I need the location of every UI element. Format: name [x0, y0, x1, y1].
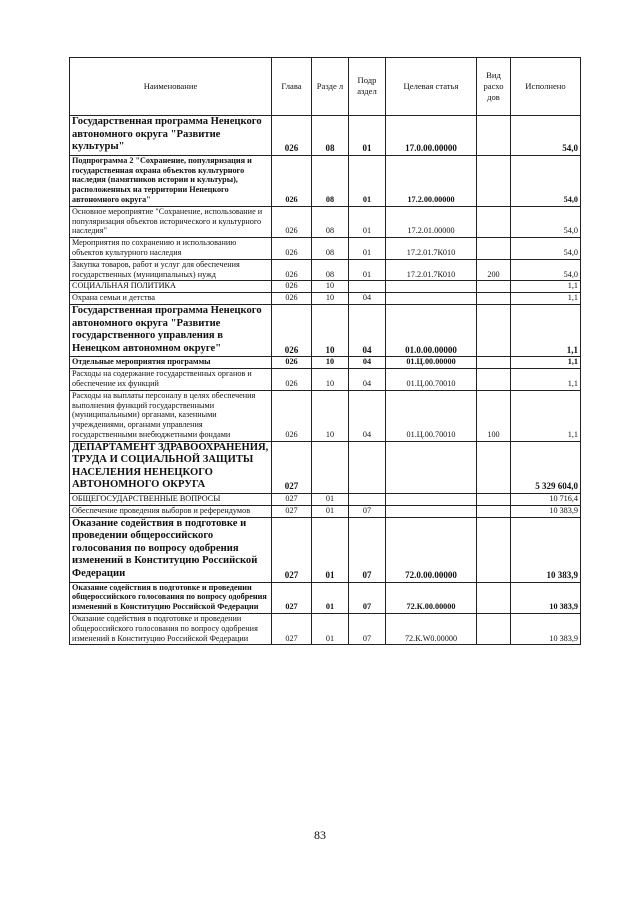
row-name: Закупка товаров, работ и услуг для обеспечения государственных (муниципальных) нужд [70, 259, 272, 281]
row-name: Охрана семьи и детства [70, 293, 272, 305]
row-razdel: 01 [312, 494, 349, 506]
row-celevaya-statya [386, 441, 477, 493]
row-ispolneno: 10 383,9 [511, 517, 581, 582]
row-vid-rashodov [477, 116, 511, 156]
row-vid-rashodov [477, 281, 511, 293]
row-razdel: 10 [312, 369, 349, 391]
table-row [70, 206, 581, 237]
row-celevaya-statya [386, 505, 477, 517]
row-vid-rashodov [477, 155, 511, 206]
expenditure-table [69, 57, 581, 645]
row-razdel: 08 [312, 116, 349, 156]
row-razdel [312, 441, 349, 493]
header-podrazdel: Подр аздел [349, 58, 386, 116]
table-row [70, 505, 581, 517]
table-row [70, 390, 581, 441]
row-vid-rashodov [477, 614, 511, 645]
row-name: Государственная программа Ненецкого автономного округа "Развитие культуры" [70, 116, 272, 156]
row-ispolneno: 1,1 [511, 369, 581, 391]
table-body [70, 116, 581, 645]
row-vid-rashodov [477, 517, 511, 582]
row-vid-rashodov [477, 357, 511, 369]
table-header-row [70, 58, 581, 116]
row-podrazdel: 01 [349, 206, 386, 237]
table-row [70, 304, 581, 356]
row-podrazdel: 04 [349, 293, 386, 305]
row-name: Оказание содействия в подготовке и проведении общероссийского голосования по вопросу одобрения изменений в Конституцию Российской Федерации [70, 614, 272, 645]
row-glava: 026 [272, 369, 312, 391]
row-ispolneno: 10 383,9 [511, 614, 581, 645]
row-ispolneno: 54,0 [511, 155, 581, 206]
row-podrazdel: 07 [349, 517, 386, 582]
row-celevaya-statya: 17.0.00.00000 [386, 116, 477, 156]
row-name: СОЦИАЛЬНАЯ ПОЛИТИКА [70, 281, 272, 293]
row-ispolneno: 10 716,4 [511, 494, 581, 506]
row-glava: 026 [272, 116, 312, 156]
row-glava: 026 [272, 155, 312, 206]
row-ispolneno: 54,0 [511, 206, 581, 237]
table-row [70, 238, 581, 260]
row-name: Расходы на содержание государственных органов и обеспечение их функций [70, 369, 272, 391]
row-glava: 026 [272, 206, 312, 237]
table-row [70, 369, 581, 391]
row-vid-rashodov [477, 494, 511, 506]
row-razdel: 10 [312, 304, 349, 356]
row-ispolneno: 1,1 [511, 293, 581, 305]
row-celevaya-statya: 01.Ц.00.00000 [386, 357, 477, 369]
row-ispolneno: 54,0 [511, 259, 581, 281]
row-ispolneno: 1,1 [511, 281, 581, 293]
row-glava: 026 [272, 259, 312, 281]
table-row [70, 293, 581, 305]
row-podrazdel: 07 [349, 582, 386, 613]
row-glava: 026 [272, 281, 312, 293]
row-vid-rashodov [477, 206, 511, 237]
row-name: Государственная программа Ненецкого автономного округа "Развитие государственного управления в Ненецком автономном округе" [70, 304, 272, 356]
row-celevaya-statya: 17.2.01.7К010 [386, 259, 477, 281]
row-celevaya-statya: 72.0.00.00000 [386, 517, 477, 582]
row-podrazdel: 07 [349, 505, 386, 517]
row-celevaya-statya: 01.Ц.00.70010 [386, 369, 477, 391]
header-ispolneno: Исполнено [511, 58, 581, 116]
table-row [70, 441, 581, 493]
row-name: Обеспечение проведения выборов и референдумов [70, 505, 272, 517]
row-razdel: 08 [312, 238, 349, 260]
row-podrazdel: 04 [349, 390, 386, 441]
row-name: Расходы на выплаты персоналу в целях обеспечения выполнения функций государственными (муниципальными) органами, казенными учреждениями, органами управления государственными внебюджетными фондами [70, 390, 272, 441]
row-podrazdel: 01 [349, 259, 386, 281]
row-vid-rashodov [477, 582, 511, 613]
row-razdel: 10 [312, 357, 349, 369]
row-podrazdel: 04 [349, 369, 386, 391]
header-name: Наименование [70, 58, 272, 116]
row-podrazdel: 04 [349, 357, 386, 369]
table-row [70, 281, 581, 293]
row-name: Отдельные мероприятия программы [70, 357, 272, 369]
row-name: Мероприятия по сохранению и использованию объектов культурного наследия [70, 238, 272, 260]
row-razdel: 01 [312, 505, 349, 517]
row-razdel: 10 [312, 293, 349, 305]
table-row [70, 517, 581, 582]
row-glava: 027 [272, 582, 312, 613]
row-vid-rashodov [477, 505, 511, 517]
row-ispolneno: 10 383,9 [511, 582, 581, 613]
row-celevaya-statya [386, 281, 477, 293]
row-name: Подпрограмма 2 "Сохранение, популяризация и государственная охрана объектов культурного наследия (памятников истории и культуры), расположенных на территории Ненецкого автономного округа" [70, 155, 272, 206]
row-podrazdel [349, 441, 386, 493]
row-razdel: 01 [312, 517, 349, 582]
row-ispolneno: 5 329 604,0 [511, 441, 581, 493]
row-vid-rashodov: 100 [477, 390, 511, 441]
row-glava: 027 [272, 505, 312, 517]
row-glava: 026 [272, 293, 312, 305]
row-vid-rashodov: 200 [477, 259, 511, 281]
header-glava: Глава [272, 58, 312, 116]
header-razdel: Разде л [312, 58, 349, 116]
row-razdel: 08 [312, 259, 349, 281]
row-razdel: 08 [312, 206, 349, 237]
table-row [70, 116, 581, 156]
row-ispolneno: 54,0 [511, 238, 581, 260]
row-podrazdel: 01 [349, 155, 386, 206]
row-ispolneno: 1,1 [511, 390, 581, 441]
row-ispolneno: 1,1 [511, 357, 581, 369]
row-vid-rashodov [477, 304, 511, 356]
row-name: Оказание содействия в подготовке и проведении общероссийского голосования по вопросу одобрения изменений в Конституцию Российской Федерации [70, 517, 272, 582]
row-glava: 027 [272, 517, 312, 582]
header-vid-rashodov: Вид расхо дов [477, 58, 511, 116]
table-row [70, 494, 581, 506]
row-glava: 026 [272, 390, 312, 441]
row-razdel: 10 [312, 281, 349, 293]
row-vid-rashodov [477, 293, 511, 305]
row-podrazdel [349, 494, 386, 506]
table-row [70, 259, 581, 281]
row-celevaya-statya: 72.К.W0.00000 [386, 614, 477, 645]
table-row [70, 357, 581, 369]
row-podrazdel: 04 [349, 304, 386, 356]
row-vid-rashodov [477, 369, 511, 391]
row-vid-rashodov [477, 238, 511, 260]
row-razdel: 01 [312, 582, 349, 613]
row-ispolneno: 10 383,9 [511, 505, 581, 517]
row-ispolneno: 54,0 [511, 116, 581, 156]
row-name: Оказание содействия в подготовке и проведении общероссийского голосования по вопросу одобрения изменений в Конституцию Российской Федерации [70, 582, 272, 613]
row-glava: 026 [272, 238, 312, 260]
row-podrazdel: 01 [349, 238, 386, 260]
row-glava: 027 [272, 614, 312, 645]
row-name: ОБЩЕГОСУДАРСТВЕННЫЕ ВОПРОСЫ [70, 494, 272, 506]
row-glava: 026 [272, 304, 312, 356]
row-podrazdel: 07 [349, 614, 386, 645]
row-name: Основное мероприятие "Сохранение, использование и популяризация объектов исторического и культурного наследия" [70, 206, 272, 237]
row-razdel: 01 [312, 614, 349, 645]
row-celevaya-statya: 17.2.01.7К010 [386, 238, 477, 260]
row-celevaya-statya: 01.0.00.00000 [386, 304, 477, 356]
row-celevaya-statya [386, 293, 477, 305]
row-glava: 027 [272, 494, 312, 506]
row-podrazdel [349, 281, 386, 293]
row-ispolneno: 1,1 [511, 304, 581, 356]
row-vid-rashodov [477, 441, 511, 493]
row-celevaya-statya: 17.2.01.00000 [386, 206, 477, 237]
row-podrazdel: 01 [349, 116, 386, 156]
row-celevaya-statya [386, 494, 477, 506]
row-razdel: 08 [312, 155, 349, 206]
row-glava: 026 [272, 357, 312, 369]
page-number: 83 [314, 828, 326, 842]
row-celevaya-statya: 17.2.00.00000 [386, 155, 477, 206]
row-celevaya-statya: 72.К.00.00000 [386, 582, 477, 613]
table-row [70, 155, 581, 206]
row-name: ДЕПАРТАМЕНТ ЗДРАВООХРАНЕНИЯ, ТРУДА И СОЦИАЛЬНОЙ ЗАЩИТЫ НАСЕЛЕНИЯ НЕНЕЦКОГО АВТОНОМНОГО ОКРУГА [70, 441, 272, 493]
row-razdel: 10 [312, 390, 349, 441]
row-celevaya-statya: 01.Ц.00.70010 [386, 390, 477, 441]
table-row [70, 614, 581, 645]
table-row [70, 582, 581, 613]
header-celevaya-statya: Целевая статья [386, 58, 477, 116]
row-glava: 027 [272, 441, 312, 493]
